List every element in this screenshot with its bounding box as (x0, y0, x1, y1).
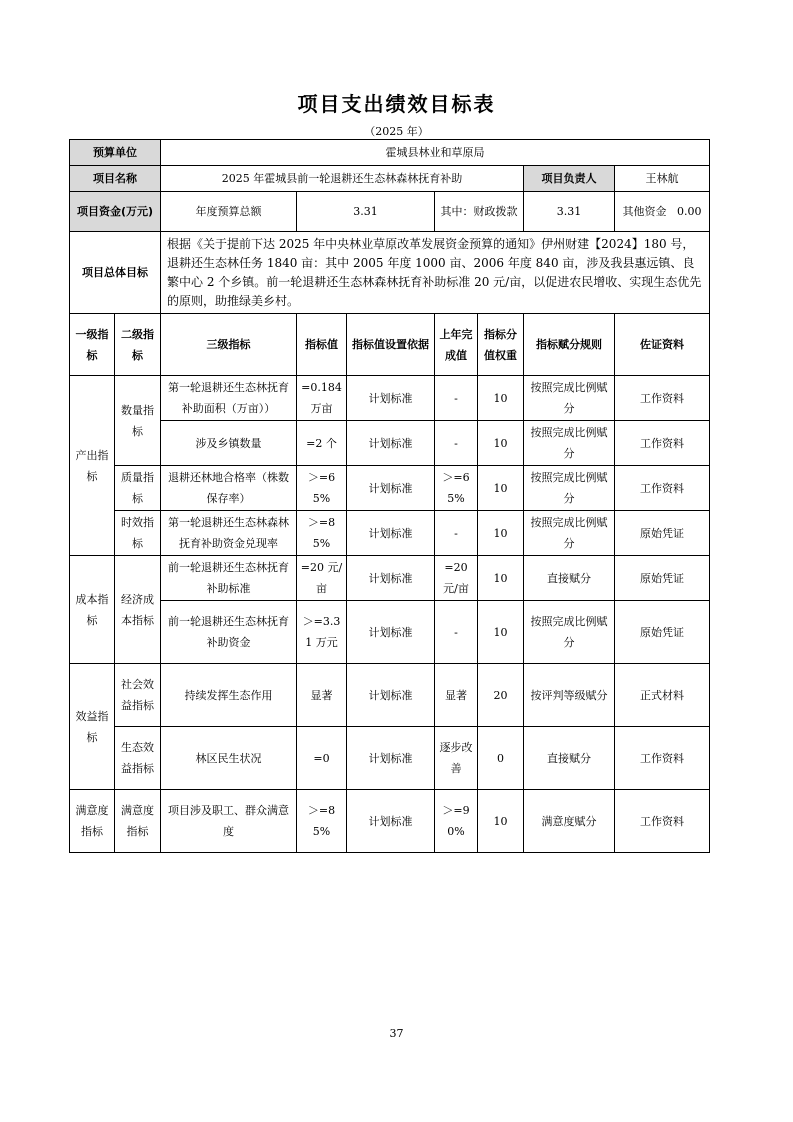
indicator-basis: 计划标准 (347, 727, 435, 790)
indicator-evidence: 正式材料 (615, 664, 710, 727)
owner-value: 王林航 (615, 166, 710, 192)
project-name-label: 项目名称 (70, 166, 161, 192)
level1-satisfaction: 满意度指标 (70, 790, 115, 853)
level2-ecological: 生态效益指标 (115, 727, 161, 790)
indicator-basis: 计划标准 (347, 511, 435, 556)
level1-output: 产出指标 (70, 376, 115, 556)
indicator-rule: 按照完成比例赋分 (524, 511, 615, 556)
level1-benefit: 效益指标 (70, 664, 115, 790)
table-row (70, 556, 710, 601)
col-value: 指标值 (297, 314, 347, 376)
indicator-evidence: 工作资料 (615, 790, 710, 853)
indicator-name: 持续发挥生态作用 (161, 664, 297, 727)
level2-satisfaction: 满意度指标 (115, 790, 161, 853)
col-level1: 一级指标 (70, 314, 115, 376)
indicator-value: 显著 (297, 664, 347, 727)
budget-unit-label: 预算单位 (70, 140, 161, 166)
indicator-weight: 10 (478, 421, 524, 466)
indicator-basis: 计划标准 (347, 556, 435, 601)
indicator-last: ＞=90% (435, 790, 478, 853)
indicator-value: =2 个 (297, 421, 347, 466)
indicator-basis: 计划标准 (347, 664, 435, 727)
indicator-value: =0.184 万亩 (297, 376, 347, 421)
owner-label: 项目负责人 (524, 166, 615, 192)
other-funds-label: 其他资金 (622, 205, 667, 218)
fiscal-value: 3.31 (524, 192, 615, 232)
indicator-name: 前一轮退耕还生态林抚育补助资金 (161, 601, 297, 664)
project-name-value: 2025 年霍城县前一轮退耕还生态林森林抚育补助 (161, 166, 524, 192)
table-row (70, 376, 710, 421)
table-row (70, 790, 710, 853)
table-row (70, 511, 710, 556)
indicator-last: - (435, 601, 478, 664)
col-level3: 三级指标 (161, 314, 297, 376)
indicator-rule: 按照完成比例赋分 (524, 421, 615, 466)
annual-total-value: 3.31 (297, 192, 435, 232)
fiscal-label: 其中：财政拨款 (435, 192, 524, 232)
indicator-name: 林区民生状况 (161, 727, 297, 790)
indicator-weight: 0 (478, 727, 524, 790)
indicator-value: ＞=85% (297, 790, 347, 853)
table-row (70, 421, 710, 466)
indicator-evidence: 工作资料 (615, 466, 710, 511)
page-number: 37 (389, 1027, 404, 1040)
indicator-value: =20 元/亩 (297, 556, 347, 601)
table-row (70, 664, 710, 727)
indicator-rule: 满意度赋分 (524, 790, 615, 853)
indicator-weight: 20 (478, 664, 524, 727)
col-weight: 指标分值权重 (478, 314, 524, 376)
indicator-last: 逐步改善 (435, 727, 478, 790)
indicator-last: - (435, 376, 478, 421)
indicator-basis: 计划标准 (347, 466, 435, 511)
indicator-basis: 计划标准 (347, 421, 435, 466)
goal-text: 根据《关于提前下达 2025 年中央林业草原改革发展资金预算的通知》伊州财建【2024】180 号，退耕还生态林任务 1840 亩：其中 2005 年度 1000 亩、2006 年度 840 亩，涉及我县惠远镇、良繁中心 2 个乡镇。前一轮退耕还生态林森林抚育补助标准 20 元/亩，以促进农民增收、实现生态优先的原则，助推绿美乡村。 (161, 232, 710, 314)
indicator-basis: 计划标准 (347, 376, 435, 421)
indicator-weight: 10 (478, 556, 524, 601)
indicator-name: 涉及乡镇数量 (161, 421, 297, 466)
indicator-value: ＞=85% (297, 511, 347, 556)
indicator-value: ＞=3.31 万元 (297, 601, 347, 664)
level1-cost: 成本指标 (70, 556, 115, 664)
level2-social: 社会效益指标 (115, 664, 161, 727)
table-row (70, 601, 710, 664)
annual-total-label: 年度预算总额 (161, 192, 297, 232)
level2-economic: 经济成本指标 (115, 556, 161, 664)
indicator-weight: 10 (478, 790, 524, 853)
indicator-evidence: 原始凭证 (615, 511, 710, 556)
other-funds-value: 0.00 (677, 205, 702, 218)
indicator-rule: 按照完成比例赋分 (524, 376, 615, 421)
indicator-basis: 计划标准 (347, 601, 435, 664)
col-rule: 指标赋分规则 (524, 314, 615, 376)
indicator-rule: 直接赋分 (524, 556, 615, 601)
indicator-basis: 计划标准 (347, 790, 435, 853)
indicator-last: =20 元/亩 (435, 556, 478, 601)
other-funds-cell (615, 192, 710, 232)
level2-quality: 质量指标 (115, 466, 161, 511)
indicator-name: 前一轮退耕还生态林抚育补助标准 (161, 556, 297, 601)
col-last-year: 上年完成值 (435, 314, 478, 376)
table-row (70, 466, 710, 511)
indicator-weight: 10 (478, 466, 524, 511)
level2-quantity: 数量指标 (115, 376, 161, 466)
indicator-evidence: 工作资料 (615, 376, 710, 421)
indicator-last: - (435, 511, 478, 556)
indicator-rule: 按照完成比例赋分 (524, 601, 615, 664)
indicator-name: 项目涉及职工、群众满意度 (161, 790, 297, 853)
goal-label: 项目总体目标 (70, 232, 161, 314)
indicator-evidence: 工作资料 (615, 421, 710, 466)
indicator-name: 退耕还林地合格率（株数保存率） (161, 466, 297, 511)
col-level2: 二级指标 (115, 314, 161, 376)
budget-unit-value: 霍城县林业和草原局 (161, 140, 710, 166)
indicator-evidence: 原始凭证 (615, 601, 710, 664)
indicator-rule: 按评判等级赋分 (524, 664, 615, 727)
indicator-weight: 10 (478, 376, 524, 421)
table-row (70, 727, 710, 790)
indicator-value: ＞=65% (297, 466, 347, 511)
indicator-name: 第一轮退耕还生态林森林抚育补助资金兑现率 (161, 511, 297, 556)
indicator-rule: 按照完成比例赋分 (524, 466, 615, 511)
funds-label: 项目资金(万元) (70, 192, 161, 232)
indicator-last: 显著 (435, 664, 478, 727)
year-label: （2025 年） (364, 125, 429, 138)
indicator-evidence: 原始凭证 (615, 556, 710, 601)
indicator-evidence: 工作资料 (615, 727, 710, 790)
performance-table (69, 139, 710, 853)
level2-timeliness: 时效指标 (115, 511, 161, 556)
indicator-value: =0 (297, 727, 347, 790)
indicator-last: ＞=65% (435, 466, 478, 511)
indicator-rule: 直接赋分 (524, 727, 615, 790)
col-basis: 指标值设置依据 (347, 314, 435, 376)
indicator-weight: 10 (478, 511, 524, 556)
col-evidence: 佐证资料 (615, 314, 710, 376)
indicator-last: - (435, 421, 478, 466)
indicator-weight: 10 (478, 601, 524, 664)
page-title: 项目支出绩效目标表 (297, 92, 496, 116)
indicator-name: 第一轮退耕还生态林抚育补助面积（万亩）） (161, 376, 297, 421)
